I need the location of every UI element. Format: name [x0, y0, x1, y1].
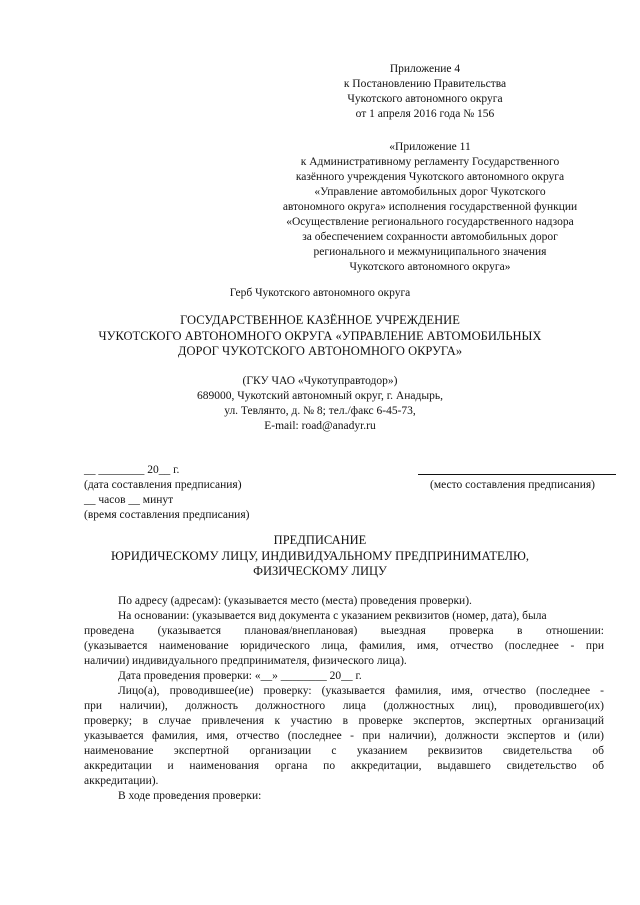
appendix-11-line: «Управление автомобильных дорог Чукотского — [314, 186, 546, 198]
appendix-11-line: за обеспечением сохранности автомобильных дорог — [302, 231, 558, 243]
institution-line: ГОСУДАРСТВЕННОЕ КАЗЁННОЕ УЧРЕЖДЕНИЕ — [180, 313, 460, 327]
appendix-11-line: Чукотского автономного округа» — [349, 261, 511, 273]
heading-line: ЮРИДИЧЕСКОМУ ЛИЦУ, ИНДИВИДУАЛЬНОМУ ПРЕДПРИНИМАТЕЛЮ, — [111, 548, 529, 563]
appendix-line: Чукотского автономного округа — [347, 93, 503, 105]
appendix-11-line: «Осуществление регионального государственного надзора — [286, 216, 574, 228]
appendix-4-block — [330, 62, 520, 122]
inspectors-line: указывается фамилия, имя, отчество (последнее - при наличии), должности экспертов и (или) — [84, 730, 604, 742]
time-caption: (время составления предписания) — [84, 509, 250, 521]
basis-line: На основании: (указывается вид документа с указанием реквизитов (номер, дата), была — [118, 610, 547, 622]
basis-paragraph — [84, 609, 604, 669]
document-body — [84, 594, 604, 804]
contacts-line: E-mail: road@anadyr.ru — [264, 420, 376, 432]
inspectors-line: Лицо(а), проводившее(ие) проверку: (указывается фамилия, имя, отчество (последнее - — [118, 685, 604, 697]
inspectors-line: аккредитации). — [84, 775, 159, 787]
inspectors-line: при наличии), должность должностного лица (должностных лиц), проводившего(их) — [84, 700, 604, 712]
inspection-date: Дата проведения проверки: «__» ________ 20__ г. — [118, 670, 362, 682]
appendix-11-line: регионального и межмуниципального значения — [313, 246, 547, 258]
document-heading — [80, 533, 560, 580]
appendix-11-line: автономного округа» исполнения государственной функции — [282, 201, 578, 213]
institution-line: ДОРОГ ЧУКОТСКОГО АВТОНОМНОГО ОКРУГА» — [177, 344, 463, 358]
inspectors-line: аккредитации и наименования органа по аккредитации, выдавшего свидетельство об — [84, 760, 604, 772]
emblem-caption: Герб Чукотского автономного округа — [229, 287, 411, 299]
heading-line: ФИЗИЧЕСКОМУ ЛИЦУ — [253, 564, 387, 578]
address-paragraph: По адресу (адресам): (указывается место (места) проведения проверки). — [118, 595, 472, 607]
contacts-line: ул. Тевлянто, д. № 8; тел./факс 6-45-73, — [224, 405, 416, 417]
appendix-11-line: «Приложение 11 — [389, 141, 471, 153]
during-inspection-line: В ходе проведения проверки: — [118, 790, 262, 802]
institution-line: ЧУКОТСКОГО АВТОНОМНОГО ОКРУГА «УПРАВЛЕНИЕ АВТОМОБИЛЬНЫХ — [98, 328, 542, 343]
basis-line: (указывается наименование юридического лица, фамилия, имя, отчество (последнее - при — [84, 640, 604, 652]
basis-line: наличии) индивидуального предпринимателя, физического лица). — [84, 655, 407, 667]
heading-line: ПРЕДПИСАНИЕ — [273, 533, 367, 547]
contacts-line: 689000, Чукотский автономный округ, г. Анадырь, — [197, 390, 443, 402]
inspectors-line: наименование экспертной организации с указанием реквизитов свидетельства об — [84, 745, 604, 757]
inspectors-line: проверку; в случае привлечения к участию в проверке экспертов, экспертных организаций — [84, 715, 604, 727]
date-caption: (дата составления предписания) — [84, 479, 242, 491]
date-field: __ ________ 20__ г. — [84, 464, 180, 476]
appendix-11-block — [270, 140, 590, 275]
appendix-line: к Постановлению Правительства — [343, 78, 507, 90]
institution-name — [80, 313, 560, 360]
appendix-11-line: казённого учреждения Чукотского автономного округа — [295, 171, 565, 183]
appendix-11-line: к Административному регламенту Государственного — [300, 156, 560, 168]
place-caption: (место составления предписания) — [430, 479, 596, 491]
appendix-line: Приложение 4 — [389, 63, 461, 75]
appendix-line: от 1 апреля 2016 года № 156 — [355, 108, 495, 120]
inspectors-paragraph — [84, 684, 604, 789]
contacts-line: (ГКУ ЧАО «Чукотуправтодор») — [242, 375, 398, 387]
basis-line: проведена (указывается плановая/внеплановая) выездная проверка в отношении: — [84, 625, 604, 637]
institution-contacts — [170, 374, 470, 434]
place-blank-line — [418, 474, 616, 475]
time-field: __ часов __ минут — [84, 494, 174, 506]
